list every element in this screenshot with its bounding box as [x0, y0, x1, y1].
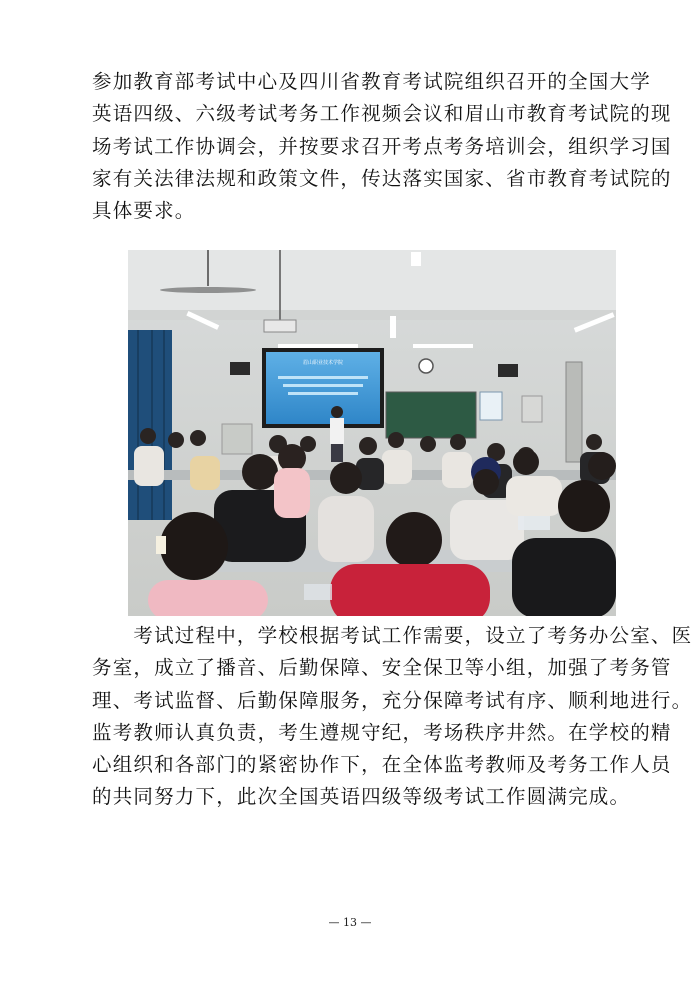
paragraph-line: 具体要求。 [92, 199, 196, 223]
paragraph-line: 家有关法律法规和政策文件，传达落实国家、省市教育考试院的 [92, 166, 672, 190]
classroom-meeting-photo [128, 250, 616, 616]
paragraph-line: 的共同努力下，此次全国英语四级等级考试工作圆满完成。 [92, 785, 631, 809]
paragraph-meeting-preparation [92, 66, 672, 227]
paragraph-line: 监考教师认真负责，考生遵规守纪，考场秩序井然。在学校的精 [92, 720, 672, 744]
paragraph-line: 务室，成立了播音、后勤保障、安全保卫等小组，加强了考务管 [92, 656, 672, 680]
paragraph-line: 心组织和各部门的紧密协作下，在全体监考教师及考务工作人员 [92, 753, 672, 777]
paragraph-line: 参加教育部考试中心及四川省教育考试院组织召开的全国大学 [92, 70, 651, 93]
paragraph-line: 场考试工作协调会，并按要求召开考点考务培训会，组织学习国 [92, 134, 672, 158]
page-number: — 13 — [328, 916, 372, 929]
paragraph-exam-process [92, 620, 693, 814]
paragraph-line: 英语四级、六级考试考务工作视频会议和眉山市教育考试院的现 [92, 102, 672, 126]
paragraph-line: 考试过程中，学校根据考试工作需要，设立了考务办公室、医 [92, 624, 693, 647]
paragraph-line: 理、考试监督、后勤保障服务，充分保障考试有序、顺利地进行。 [92, 688, 693, 712]
screen-title-text: 眉山职业技术学院 [302, 360, 344, 366]
